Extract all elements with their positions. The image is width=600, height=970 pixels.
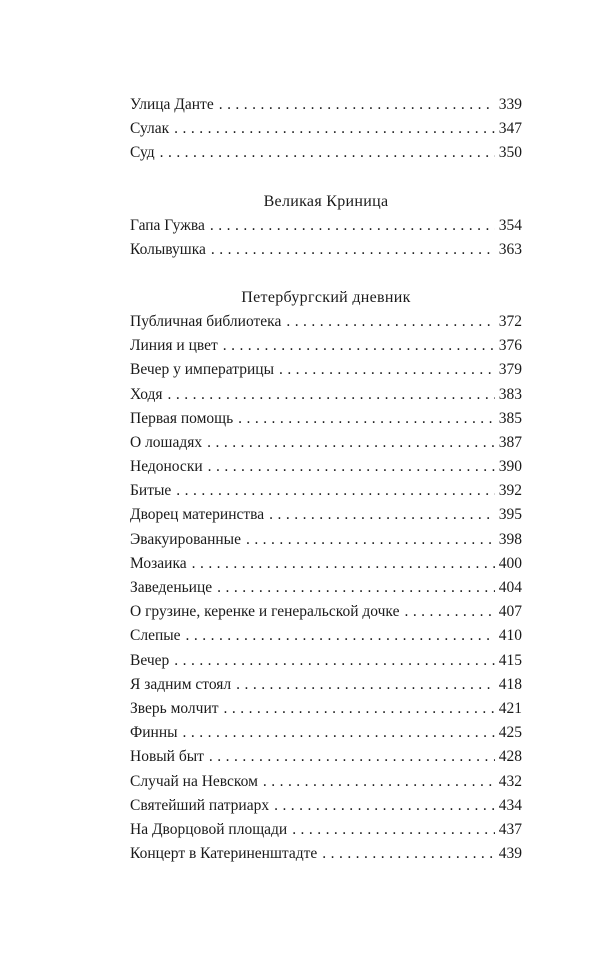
toc-entry[interactable]: [130, 214, 522, 238]
entry-page-number: 379: [498, 361, 522, 379]
dot-leader: [217, 576, 495, 600]
dot-leader: [246, 528, 495, 552]
dot-leader: [192, 552, 495, 576]
toc-entry[interactable]: [130, 770, 522, 794]
entry-title: Битые: [130, 482, 172, 500]
entry-page-number: 363: [498, 240, 522, 258]
entry-title: Мозаика: [130, 554, 187, 572]
entry-title: Эвакуированные: [130, 530, 241, 548]
dot-leader: [176, 479, 495, 503]
toc-entry[interactable]: [130, 383, 522, 407]
entry-page-number: 428: [498, 748, 522, 766]
dot-leader: [168, 383, 495, 407]
toc-entry[interactable]: [130, 503, 522, 527]
entry-title: Публичная библиотека: [130, 312, 282, 330]
entry-page-number: 432: [498, 772, 522, 790]
entry-title: Улица Данте: [130, 96, 214, 113]
entry-title: Святейший патриарх: [130, 796, 270, 814]
toc-entry[interactable]: [130, 141, 522, 165]
toc-entry[interactable]: [130, 407, 522, 431]
toc-entry[interactable]: [130, 576, 522, 600]
entry-page-number: 339: [498, 96, 522, 113]
entry-page-number: 425: [498, 724, 522, 742]
dot-leader: [274, 794, 495, 818]
entry-page-number: 400: [498, 554, 522, 572]
entry-title: Случай на Невском: [130, 772, 258, 790]
toc-entry[interactable]: [130, 431, 522, 455]
toc-entry[interactable]: [130, 624, 522, 648]
toc-entry[interactable]: [130, 528, 522, 552]
section-title: Петербургский дневник: [241, 288, 411, 306]
dot-leader: [160, 141, 495, 165]
entry-title: Недоноски: [130, 458, 203, 476]
toc-entry[interactable]: [130, 552, 522, 576]
dot-leader: [238, 407, 495, 431]
entry-title: Колывушка: [130, 240, 206, 258]
toc-entry[interactable]: [130, 721, 522, 745]
dot-leader: [207, 431, 495, 455]
dot-leader: [174, 117, 495, 141]
entry-title: О лошадях: [130, 433, 203, 451]
entry-page-number: 410: [498, 627, 522, 645]
dot-leader: [269, 503, 495, 527]
entry-title: Сулак: [130, 120, 170, 138]
toc-entry[interactable]: [130, 794, 522, 818]
entry-page-number: 418: [498, 675, 522, 693]
entry-title: Первая помощь: [130, 409, 234, 427]
toc-entry[interactable]: [130, 117, 522, 141]
entry-page-number: 383: [498, 385, 522, 403]
entry-page-number: 434: [498, 796, 522, 814]
dot-leader: [236, 673, 495, 697]
table-of-contents: [130, 93, 522, 866]
toc-entry[interactable]: [130, 455, 522, 479]
entry-title: Гапа Гужва: [130, 216, 205, 234]
dot-leader: [219, 93, 495, 117]
entry-title: Слепые: [130, 627, 181, 645]
toc-entry[interactable]: [130, 358, 522, 382]
dot-leader: [210, 214, 495, 238]
dot-leader: [279, 358, 495, 382]
toc-entry[interactable]: [130, 479, 522, 503]
entry-title: На Дворцовой площади: [130, 820, 288, 838]
toc-entry[interactable]: [130, 842, 522, 866]
toc-entry[interactable]: [130, 238, 522, 262]
entry-page-number: 387: [498, 433, 522, 451]
entry-title: Новый быт: [130, 748, 204, 766]
entry-title: Линия и цвет: [130, 337, 218, 355]
dot-leader: [286, 310, 495, 334]
entry-page-number: 404: [498, 579, 522, 596]
entry-title: Суд: [130, 144, 155, 162]
toc-entry[interactable]: [130, 697, 522, 721]
dot-leader: [208, 455, 495, 479]
entry-title: Ходя: [130, 385, 163, 403]
dot-leader: [223, 334, 495, 358]
entry-page-number: 390: [498, 458, 522, 476]
entry-page-number: 376: [498, 337, 522, 355]
entry-title: Концерт в Катериненштадте: [130, 845, 318, 863]
dot-leader: [183, 721, 495, 745]
dot-leader: [292, 818, 495, 842]
toc-entry[interactable]: [130, 649, 522, 673]
dot-leader: [209, 745, 495, 769]
entry-title: Финны: [130, 724, 178, 742]
dot-leader: [186, 624, 495, 648]
toc-entry[interactable]: [130, 818, 522, 842]
toc-section: [130, 93, 522, 166]
dot-leader: [263, 770, 495, 794]
toc-entry[interactable]: [130, 745, 522, 769]
dot-leader: [322, 842, 495, 866]
dot-leader: [211, 238, 495, 262]
dot-leader: [174, 649, 495, 673]
entry-page-number: 392: [498, 482, 522, 500]
toc-entry[interactable]: [130, 93, 522, 117]
toc-entry[interactable]: [130, 310, 522, 334]
entry-page-number: 395: [498, 506, 522, 524]
entry-title: Я задним стоял: [130, 675, 232, 693]
entry-page-number: 439: [498, 845, 522, 863]
toc-entry[interactable]: [130, 334, 522, 358]
entry-page-number: 437: [498, 820, 522, 838]
entry-title: Дворец материнства: [130, 506, 265, 524]
entry-page-number: 372: [498, 312, 522, 330]
entry-title: Зверь молчит: [130, 699, 219, 717]
entry-page-number: 354: [498, 216, 522, 234]
entry-page-number: 407: [498, 603, 522, 621]
entry-page-number: 347: [498, 120, 522, 138]
toc-section: [130, 190, 522, 262]
entry-page-number: 415: [498, 651, 522, 669]
entry-title: О грузине, керенке и генеральской дочке: [130, 603, 400, 621]
toc-section: [130, 286, 522, 866]
section-title: Великая Криница: [263, 192, 389, 210]
entry-page-number: 350: [498, 144, 522, 162]
entry-title: Вечер: [130, 651, 170, 669]
dot-leader: [224, 697, 495, 721]
entry-title: Вечер у императрицы: [130, 361, 274, 379]
entry-page-number: 421: [498, 699, 522, 717]
toc-entry[interactable]: [130, 600, 522, 624]
entry-title: Заведеньице: [130, 579, 213, 596]
dot-leader: [404, 600, 495, 624]
entry-page-number: 398: [498, 530, 522, 548]
toc-entry[interactable]: [130, 673, 522, 697]
entry-page-number: 385: [498, 409, 522, 427]
